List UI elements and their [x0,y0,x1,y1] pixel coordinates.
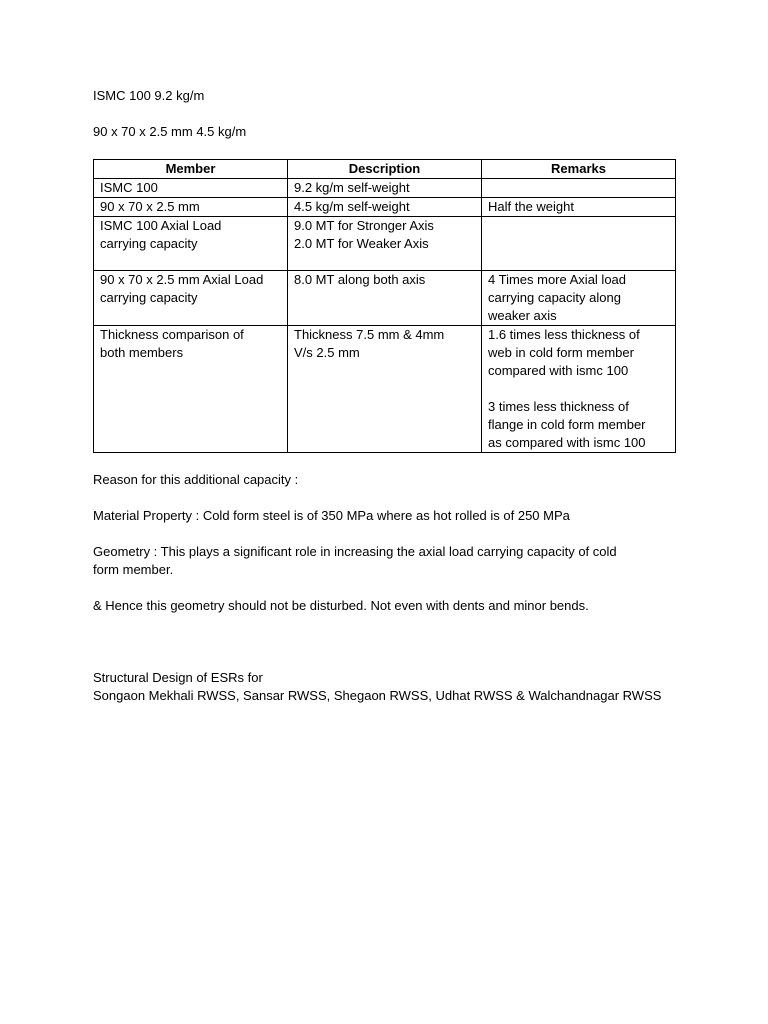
cell-description: 4.5 kg/m self-weight [288,198,482,217]
cell-description: 9.0 MT for Stronger Axis 2.0 MT for Weaker Axis [288,217,482,271]
cell-description: Thickness 7.5 mm & 4mm V/s 2.5 mm [288,326,482,453]
cell-member: 90 x 70 x 2.5 mm Axial Load carrying capacity [94,271,288,326]
header-remarks: Remarks [482,160,676,179]
header-line-ismc: ISMC 100 9.2 kg/m [93,88,205,103]
table-row [94,179,676,198]
geometry-text: Geometry : This plays a significant role in increasing the axial load carrying capacity of cold form member. [93,544,617,577]
comparison-table [93,159,676,453]
cell-member: 90 x 70 x 2.5 mm [94,198,288,217]
cell-member: Thickness comparison of both members [94,326,288,453]
material-property-text: Material Property : Cold form steel is of 350 MPa where as hot rolled is of 250 MPa [93,508,570,523]
cell-member: ISMC 100 [94,179,288,198]
footer-projects: Songaon Mekhali RWSS, Sansar RWSS, Shegaon RWSS, Udhat RWSS & Walchandnagar RWSS [93,688,662,703]
cell-remarks: Half the weight [482,198,676,217]
table-header-row [94,160,676,179]
header-line-cold-form: 90 x 70 x 2.5 mm 4.5 kg/m [93,124,247,139]
cell-remarks [482,217,676,271]
document-page [93,87,675,705]
cell-member: ISMC 100 Axial Load carrying capacity [94,217,288,271]
cell-remarks [482,179,676,198]
cell-description: 9.2 kg/m self-weight [288,179,482,198]
reason-heading: Reason for this additional capacity : [93,472,299,487]
cell-remarks: 4 Times more Axial load carrying capacity along weaker axis [482,271,676,326]
table-row [94,198,676,217]
cell-remarks: 1.6 times less thickness of web in cold form member compared with ismc 100 3 times less thickness of flange in cold form member as compared with ismc 100 [482,326,676,453]
table-row [94,271,676,326]
geometry-note: & Hence this geometry should not be disturbed. Not even with dents and minor bends. [93,598,589,613]
header-description: Description [288,160,482,179]
cell-description: 8.0 MT along both axis [288,271,482,326]
table-row [94,326,676,453]
footer-title: Structural Design of ESRs for [93,670,263,685]
header-member: Member [94,160,288,179]
table-row [94,217,676,271]
